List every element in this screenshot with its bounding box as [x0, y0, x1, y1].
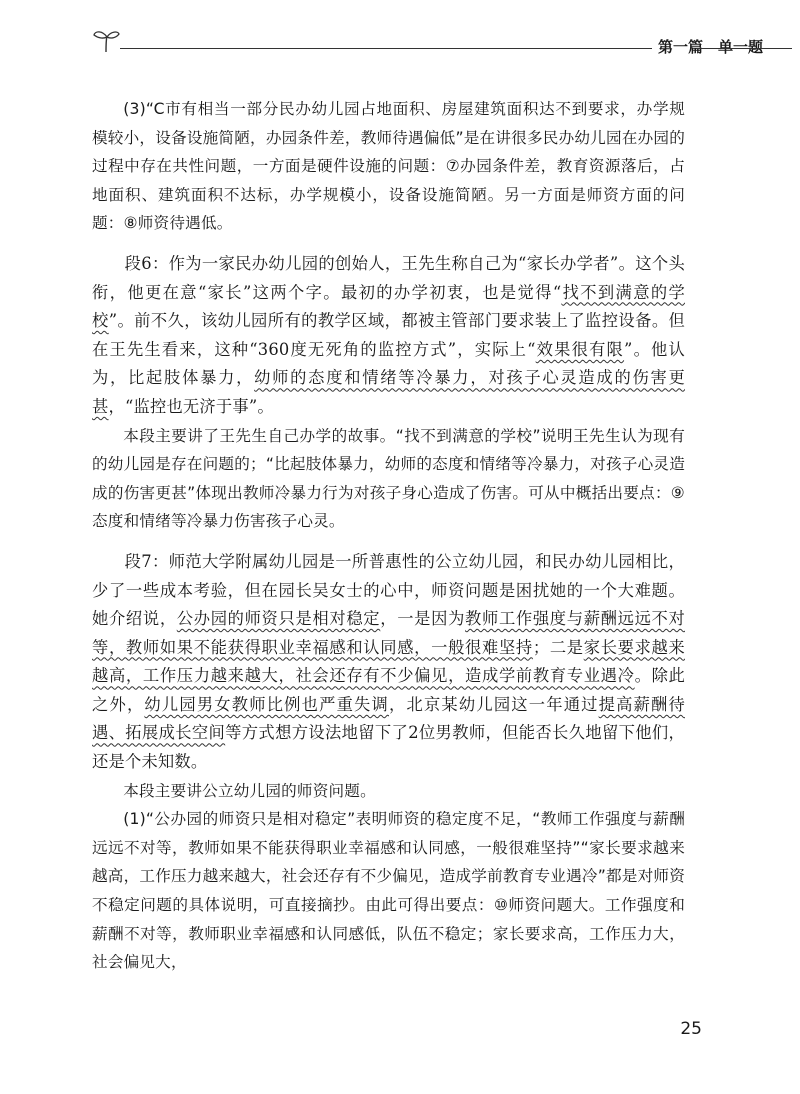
text-run: 等方式想方设法地留下了2位男教师，但能否长久地留下他们，还是个未知数。	[92, 723, 685, 772]
text-run: ，一是因为	[380, 609, 466, 629]
header-rule-right	[696, 48, 792, 49]
header-title: 第一篇 单一题	[652, 36, 800, 57]
running-header	[92, 28, 792, 56]
paragraph-section-6	[92, 250, 685, 422]
page-number: 25	[680, 1019, 702, 1039]
paragraph-section-7	[92, 548, 685, 777]
text-run: ，北京某幼儿园这一年通过	[389, 694, 599, 714]
underlined-phrase: 提高薪酬待遇、拓展成长空间	[92, 694, 685, 743]
text-run: ”。他认为，比起肢体暴力，	[92, 339, 685, 388]
text-run: ”。前不久，该幼儿园所有的教学区域，都被主管部门要求装上了监控设备。但在王先生看来，这种“360度无死角的监控方式”，实际上“	[92, 311, 686, 359]
paragraph-point-3: (3)“C市有相当一部分民办幼儿园占地面积、房屋建筑面积达不到要求，办学规模较小，设备设施简陋，办园条件差，教师待遇偏低”是在讲很多民办幼儿园在办园的过程中存在共性问题，一方面是硬件设施的问题：⑦办园条件差，教育资源落后，占地面积、建筑面积不达标，办学规模小，设备设施简陋。另一方面是师资方面的问题：⑧师资待遇低。	[92, 100, 685, 233]
underlined-phrase: 教师工作强度与薪酬远远不对等，教师如果不能获得职业幸福感和认同感，一般很难坚持	[92, 609, 685, 657]
sprout-icon	[92, 28, 122, 54]
paragraph-analysis-6: 本段主要讲了王先生自己办学的故事。“找不到满意的学校”说明王先生认为现有的幼儿园是存在问题的；“比起肢体暴力，幼师的态度和情绪等冷暴力，对孩子心灵造成的伤害更甚”体现出教师冷暴力行为对孩子身心造成了伤害。可从中概括出要点：⑨态度和情绪等冷暴力伤害孩子心灵。	[92, 426, 685, 531]
underlined-phrase: 幼儿园男女教师比例也严重失调	[144, 694, 389, 714]
paragraph-analysis-7-intro: 本段主要讲公立幼儿园的师资问题。	[123, 781, 376, 800]
text-run: 。除此之外，	[92, 666, 686, 714]
underlined-phrase: 公办园的师资只是相对稳定	[176, 609, 381, 629]
page-body	[92, 95, 685, 977]
underlined-phrase: 效果很有限	[535, 339, 625, 359]
underlined-phrase: 幼师的态度和情绪等冷暴力，对孩子心灵造成的伤害更甚	[92, 368, 685, 416]
text-run: ，“监控也无济于事”。	[108, 396, 274, 416]
underlined-phrase: 找不到满意的学校	[92, 282, 685, 331]
text-run: 段7：师范大学附属幼儿园是一所普惠性的公立幼儿园，和民办幼儿园相比，少了一些成本考验，但在园长吴女士的心中，师资问题是困扰她的一个大难题。她介绍说，	[92, 551, 685, 629]
paragraph-point-1: (1)“公办园的师资只是相对稳定”表明师资的稳定度不足，“教师工作强度与薪酬远远不对等，教师如果不能获得职业幸福感和认同感，一般很难坚持”“家长要求越来越高，工作压力越来越大，社会还存有不少偏见，造成学前教育专业遇冷”都是对师资不稳定问题的具体说明，可直接摘抄。由此可得出要点：⑩师资问题大。工作强度和薪酬不对等，教师职业幸福感和认同感低，队伍不稳定；家长要求高，工作压力大，社会偏见大，	[92, 810, 685, 972]
text-run: 段6：作为一家民办幼儿园的创始人，王先生称自己为“家长办学者”。这个头衔，他更在意“家长”这两个字。最初的办学初衷，也是觉得“	[92, 253, 685, 302]
underlined-phrase: 家长要求越来越高，工作压力越来越大，社会还存有不少偏见，造成学前教育专业遇冷	[92, 637, 685, 686]
text-run: ；二是	[532, 637, 584, 657]
header-rule-left	[120, 48, 652, 49]
